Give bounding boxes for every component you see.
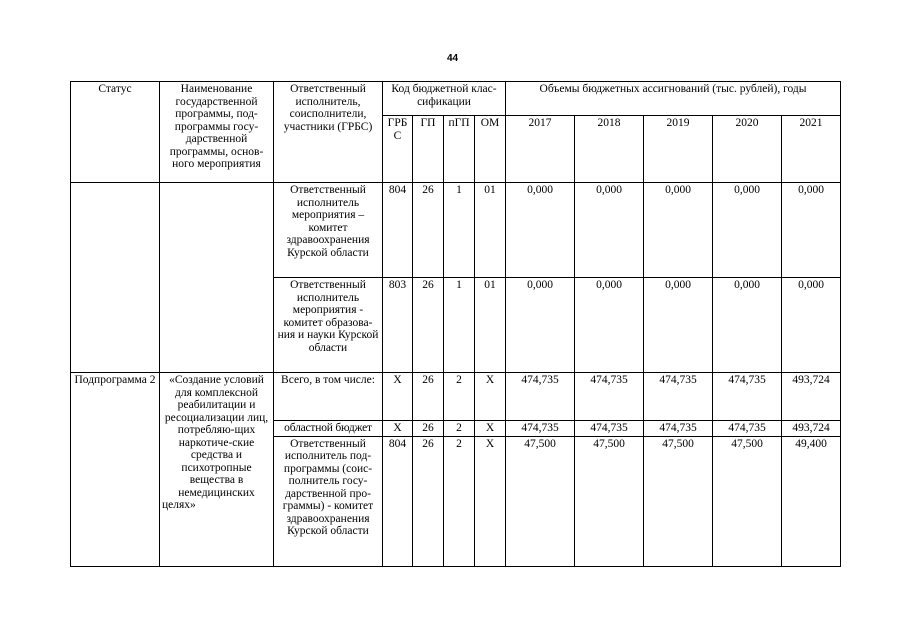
header-year-2020: 2020: [713, 116, 782, 183]
pgp-cell: 1: [444, 278, 475, 373]
header-year-2021: 2021: [782, 116, 841, 183]
header-status: Статус: [71, 82, 160, 183]
header-year-2019: 2019: [644, 116, 713, 183]
value-2019: 474,735: [644, 373, 713, 421]
status-cell: [71, 183, 160, 373]
om-cell: Х: [475, 421, 506, 437]
pgp-cell: 1: [444, 183, 475, 278]
header-year-2018: 2018: [575, 116, 644, 183]
value-2017: 47,500: [506, 436, 575, 566]
subprogram-status-cell: Подпрограмма 2: [71, 373, 160, 567]
executor-cell: Всего, в том числе:: [274, 373, 383, 421]
page-number: 44: [446, 53, 459, 64]
header-volumes: Объемы бюджетных ассигнований (тыс. рублей), годы: [506, 82, 841, 116]
value-2017: 0,000: [506, 278, 575, 373]
value-2021: 493,724: [782, 373, 841, 421]
value-2017: 474,735: [506, 421, 575, 437]
gp-cell: 26: [413, 278, 444, 373]
value-2020: 0,000: [713, 278, 782, 373]
value-2020: 47,500: [713, 436, 782, 566]
value-2019: 474,735: [644, 421, 713, 437]
value-2019: 47,500: [644, 436, 713, 566]
table-row: [71, 373, 841, 421]
value-2021: 0,000: [782, 183, 841, 278]
value-2020: 474,735: [713, 373, 782, 421]
value-2018: 47,500: [575, 436, 644, 566]
value-2017: 0,000: [506, 183, 575, 278]
header-name: Наименование государственной программы, под-программы госу-дарственной программы, основ-ного мероприятия: [160, 82, 274, 183]
value-2017: 474,735: [506, 373, 575, 421]
grbs-cell: 803: [383, 278, 413, 373]
grbs-cell: Х: [383, 373, 413, 421]
header-grbs: ГРБ С: [383, 116, 413, 183]
value-2021: 493,724: [782, 421, 841, 437]
om-cell: 01: [475, 278, 506, 373]
gp-cell: 26: [413, 183, 444, 278]
gp-cell: 26: [413, 373, 444, 421]
value-2020: 0,000: [713, 183, 782, 278]
table-row: [71, 183, 841, 278]
gp-cell: 26: [413, 421, 444, 437]
name-cell: [160, 183, 274, 373]
value-2019: 0,000: [644, 278, 713, 373]
om-cell: 01: [475, 183, 506, 278]
header-gp: ГП: [413, 116, 444, 183]
executor-cell: Ответственный исполнитель мероприятия - комитет образова-ния и науки Курской области: [274, 278, 383, 373]
budget-table: [70, 81, 841, 567]
executor-cell: Ответственный исполнитель мероприятия – комитет здравоохранения Курской области: [274, 183, 383, 278]
grbs-cell: 804: [383, 183, 413, 278]
om-cell: Х: [475, 436, 506, 566]
value-2021: 0,000: [782, 278, 841, 373]
subprogram-name-cell: «Создание условий для комплексной реабилитации и ресоциализации лиц, потребляю-щих наркотиче-ские средства и психотропные вещества в немедицинских целях»: [160, 373, 274, 567]
header-pgp: пГП: [444, 116, 475, 183]
value-2018: 474,735: [575, 421, 644, 437]
value-2020: 474,735: [713, 421, 782, 437]
header-year-2017: 2017: [506, 116, 575, 183]
value-2018: 0,000: [575, 183, 644, 278]
value-2021: 49,400: [782, 436, 841, 566]
pgp-cell: 2: [444, 436, 475, 566]
header-om: ОМ: [475, 116, 506, 183]
value-2018: 474,735: [575, 373, 644, 421]
gp-cell: 26: [413, 436, 444, 566]
value-2018: 0,000: [575, 278, 644, 373]
header-budget-code: Код бюджетной клас-сификации: [383, 82, 506, 116]
executor-cell: Ответственный исполнитель под-программы (соис-полнитель госу-дарственной про-граммы) - комитет здравоохранения Курской области: [274, 436, 383, 566]
executor-cell: областной бюджет: [274, 421, 383, 437]
pgp-cell: 2: [444, 421, 475, 437]
pgp-cell: 2: [444, 373, 475, 421]
header-executor: Ответственный исполнитель, соисполнители, участники (ГРБС): [274, 82, 383, 183]
grbs-cell: Х: [383, 421, 413, 437]
grbs-cell: 804: [383, 436, 413, 566]
om-cell: Х: [475, 373, 506, 421]
value-2019: 0,000: [644, 183, 713, 278]
